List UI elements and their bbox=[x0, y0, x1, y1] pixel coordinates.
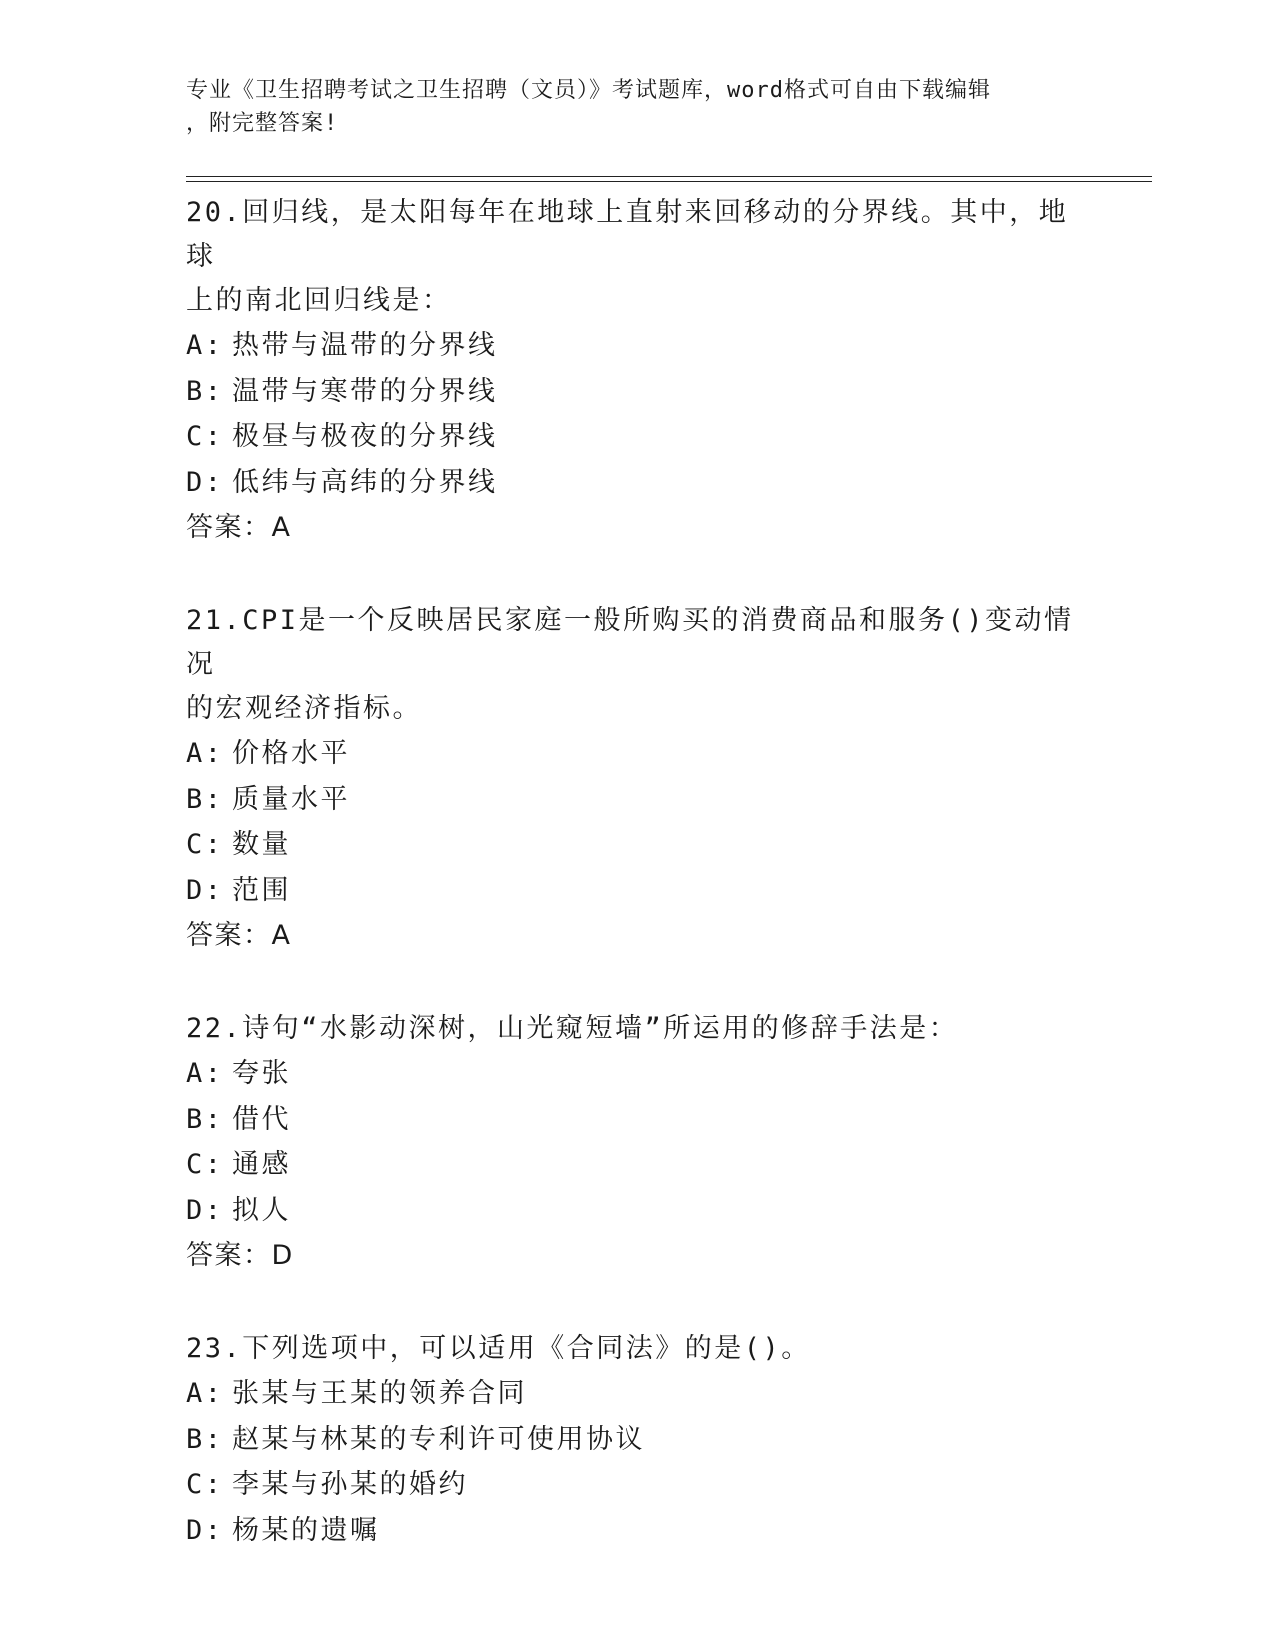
option-d bbox=[186, 868, 1086, 914]
option-text: 杨某的遗嘱 bbox=[232, 1514, 380, 1546]
option-letter: B: bbox=[186, 1103, 224, 1135]
option-letter: C: bbox=[186, 421, 224, 452]
option-letter: B: bbox=[186, 375, 224, 407]
option-text: 借代 bbox=[232, 1103, 291, 1135]
option-a bbox=[186, 1371, 1086, 1417]
option-a bbox=[186, 731, 1086, 777]
option-letter: D: bbox=[186, 1514, 224, 1546]
option-text: 极昼与极夜的分界线 bbox=[232, 421, 498, 452]
header-divider-bottom bbox=[186, 181, 1152, 182]
option-letter: D: bbox=[186, 874, 224, 906]
option-letter: C: bbox=[186, 1469, 224, 1500]
header-divider-top bbox=[186, 176, 1152, 177]
option-letter: B: bbox=[186, 1423, 224, 1455]
option-text: 数量 bbox=[232, 829, 291, 860]
option-letter: C: bbox=[186, 1149, 224, 1180]
option-text: 温带与寒带的分界线 bbox=[232, 375, 498, 407]
question-stem bbox=[186, 1324, 1086, 1371]
question-spacer bbox=[186, 1278, 1086, 1324]
option-d bbox=[186, 1508, 1086, 1554]
option-text: 低纬与高纬的分界线 bbox=[232, 466, 498, 498]
option-c bbox=[186, 414, 1086, 460]
option-letter: C: bbox=[186, 829, 224, 860]
option-letter: B: bbox=[186, 783, 224, 815]
option-b bbox=[186, 1417, 1086, 1463]
option-text: 张某与王某的领养合同 bbox=[232, 1378, 527, 1409]
answer-line: 答案：A bbox=[186, 512, 292, 543]
option-text: 质量水平 bbox=[232, 783, 350, 815]
option-b bbox=[186, 1097, 1086, 1143]
header-line-2: ，附完整答案! bbox=[186, 111, 339, 136]
option-text: 李某与孙某的婚约 bbox=[232, 1469, 468, 1500]
option-text: 通感 bbox=[232, 1149, 291, 1180]
option-d bbox=[186, 1188, 1086, 1234]
option-d bbox=[186, 460, 1086, 506]
question-spacer bbox=[186, 550, 1086, 596]
question-list bbox=[186, 188, 1086, 1553]
question-stem-line: 22.诗句“水影动深树，山光窥短墙”所运用的修辞手法是： bbox=[186, 1013, 959, 1044]
question-23 bbox=[186, 1324, 1086, 1553]
option-b bbox=[186, 777, 1086, 823]
question-stem bbox=[186, 188, 1086, 323]
option-letter: A: bbox=[186, 1058, 224, 1089]
option-letter: D: bbox=[186, 1194, 224, 1226]
option-text: 热带与温带的分界线 bbox=[232, 330, 498, 361]
question-stem-line: 21.CPI是一个反映居民家庭一般所购买的消费商品和服务()变动情况 bbox=[186, 605, 1074, 680]
option-letter: A: bbox=[186, 738, 224, 769]
question-stem-line: 的宏观经济指标。 bbox=[186, 693, 422, 724]
option-a bbox=[186, 323, 1086, 369]
option-letter: A: bbox=[186, 330, 224, 361]
answer-line: 答案：A bbox=[186, 920, 292, 951]
question-stem-line: 23.下列选项中，可以适用《合同法》的是()。 bbox=[186, 1333, 811, 1364]
option-c bbox=[186, 1462, 1086, 1508]
option-letter: A: bbox=[186, 1378, 224, 1409]
question-22 bbox=[186, 1004, 1086, 1278]
question-stem bbox=[186, 596, 1086, 731]
option-letter: D: bbox=[186, 466, 224, 498]
option-a bbox=[186, 1051, 1086, 1097]
option-b bbox=[186, 369, 1086, 415]
question-stem-line: 上的南北回归线是： bbox=[186, 285, 452, 316]
question-20 bbox=[186, 188, 1086, 550]
answer-line: 答案：D bbox=[186, 1240, 294, 1271]
document-header bbox=[186, 74, 1066, 140]
option-text: 价格水平 bbox=[232, 738, 350, 769]
question-stem bbox=[186, 1004, 1086, 1051]
header-line-1: 专业《卫生招聘考试之卫生招聘（文员）》考试题库，word格式可自由下载编辑 bbox=[186, 78, 991, 103]
option-text: 拟人 bbox=[232, 1194, 291, 1226]
option-text: 范围 bbox=[232, 874, 291, 906]
option-c bbox=[186, 822, 1086, 868]
question-21 bbox=[186, 596, 1086, 958]
option-text: 赵某与林某的专利许可使用协议 bbox=[232, 1423, 645, 1455]
question-stem-line: 20.回归线，是太阳每年在地球上直射来回移动的分界线。其中，地球 bbox=[186, 197, 1069, 272]
option-text: 夸张 bbox=[232, 1058, 291, 1089]
question-spacer bbox=[186, 958, 1086, 1004]
option-c bbox=[186, 1142, 1086, 1188]
